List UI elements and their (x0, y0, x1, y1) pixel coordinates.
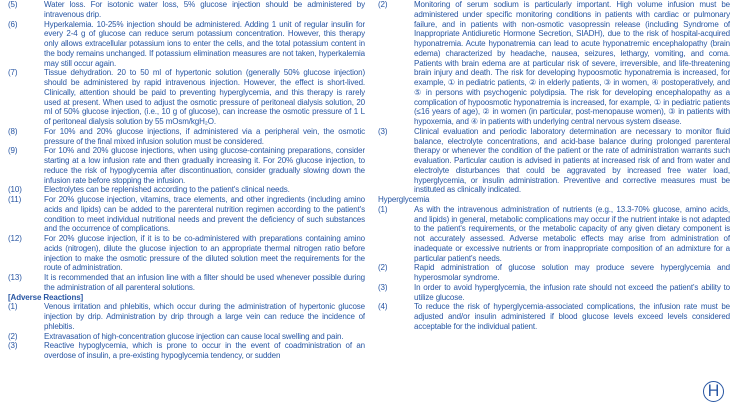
item-text: Water loss. For isotonic water loss, 5% glucose injection should be administered by intravenous drip. (44, 0, 365, 19)
left-column (8, 0, 365, 408)
item-text: To reduce the risk of hyperglycemia-associated complications, the infusion rate must be adjusted and/or insulin administered if blood glucose levels exceed levels considered acceptable for the individual patient. (414, 302, 730, 331)
item-number: (11) (8, 195, 22, 204)
item-text: Monitoring of serum sodium is particularly important. High volume infusion must be administered under specific monitoring conditions in patients with cardiac or pulmonary failure, and in patients with non-osmotic vasopressin release (including Syndrome of Inappropriate Antidiuretic Hormone Secretion, SIADH), due to the risk of hospital-acquired hyponatremia. Acute hyponatremia can lead to acute hyponatremic encephalopathy (brain edema) characterized by headache, nausea, seizures, lethargy, vomiting, and coma. Patients with brain edema are at particular risk of severe, irreversible, and life-threatening brain injury and death. The risk for developing hypoosmotic hyponatremia is increased, for example, ① in pediatric patients, ② in elderly patients, ③ in women, ④ postoperatively, and ⑤ in persons with psychogenic polydipsia. The risk for developing encephalopathy as a complication of hypoosmotic hyponatremia is increased, for example, ① in pediatric patients (≤16 years of age), ② in women (in particular, post-menopause women), ③ in patients with hypoxemia, and ④ in patients with underlying central nervous system disease. (414, 0, 730, 126)
item-number: (8) (8, 126, 18, 136)
list-item (8, 332, 365, 342)
list-item (8, 302, 365, 331)
item-text: Tissue dehydration. 20 to 50 ml of hypertonic solution (generally 50% glucose injection) should be administered by rapid intravenous injection. However, the effect is short-lived. Clinically, attention should be paid to preventing hyperglycemia, and this therapy is rarely used at present. When used to adjust the osmotic pressure of peritoneal dialysis solution, 20 ml of 50% glucose injection, (i.e., 10 g of glucose), can increase the osmotic pressure of 1 L of peritoneal dialysis solution by 55 mOsm/kgH₂O. (44, 68, 365, 126)
list-item (8, 273, 365, 293)
item-number: (2) (8, 331, 18, 341)
item-number: (6) (8, 19, 18, 29)
list-item (8, 0, 365, 20)
item-text: It is recommended that an infusion line with a filter should be used whenever possible during the administration of all parenteral solutions. (44, 273, 365, 292)
item-number: (3) (8, 341, 18, 351)
section-heading: Hyperglycemia (378, 195, 430, 204)
item-text: Reactive hypoglycemia, which is prone to occur in the event of coadministration of an overdose of insulin, a pre-existing hypoglycemia tendency, or sudden (44, 341, 365, 360)
list-item (8, 127, 365, 147)
item-text: Clinical evaluation and periodic laboratory determination are necessary to monitor fluid balance, electrolyte concentrations, and acid-base balance during prolonged parenteral therapy or whenever the condition of the patient or the rate of administration warrants such evaluation. Particular caution is advised in patients at increased risk of and from water and electrolyte disturbances that could be aggravated by increased free water load, hyperglycemia, or insulin administration. Preventive and corrective measures must be instituted as clinically indicated. (414, 126, 730, 195)
item-number: (2) (378, 263, 388, 273)
circled-h-mark (703, 381, 724, 402)
item-text: As with the intravenous administration of nutrients (e.g., 13.3-70% glucose, amino acids, and lipids) in general, metabolic complications may occur if the nutrient intake is not adapted to the patient's requirements, or the metabolic capacity of any given dietary component is not accurately assessed. Adverse metabolic effects may arise from administration of inadequate or excessive nutrients or from inappropriate composition of an admixture for a particular patient's needs. (414, 204, 730, 263)
list-item (8, 68, 365, 127)
list-item (8, 20, 365, 69)
list-item (378, 302, 730, 331)
list-item (378, 283, 730, 303)
list-item (378, 0, 730, 127)
item-text: For 10% and 20% glucose injections, if administered via a peripheral vein, the osmotic pressure of the final mixed infusion solution must be considered. (44, 126, 365, 146)
section-heading: [Adverse Reactions] (8, 292, 84, 302)
right-column (378, 0, 730, 408)
list-item (8, 341, 365, 361)
item-text: For 20% glucose injection, if it is to be co-administered with preparations containing amino acids (nitrogen), dilute the glucose injection to an appropriate thermal nitrogen ratio before injection to make the osmotic pressure of the diluted solution meet the requirements for the route of administration. (44, 234, 365, 273)
list-item (8, 195, 365, 234)
list-item (8, 185, 365, 195)
item-number: (3) (378, 126, 388, 136)
item-text: Hyperkalemia. 10-25% injection should be administered. Adding 1 unit of regular insulin for every 2-4 g of glucose can reduce serum potassium concentration. However, this therapy only allows extracellular potassium ions to enter the cells, and the total potassium content in the body remains unchanged. If potassium elimination measures are not taken, hyperkalemia may still occur again. (44, 19, 365, 68)
list-item (378, 263, 730, 283)
item-number: (7) (8, 68, 18, 78)
item-number: (2) (378, 0, 388, 9)
item-number: (10) (8, 185, 22, 195)
item-number: (1) (8, 302, 18, 312)
item-text: Extravasation of high-concentration glucose injection can cause local swelling and pain. (44, 331, 344, 341)
item-text: For 20% glucose injection, vitamins, trace elements, and other ingredients (including amino acids and lipids) can be added to the parenteral nutrition regimen according to the patient's condition to meet individual nutritional needs and prevent the deficiency of such substances and the occurrence of complications. (44, 195, 365, 234)
circled-h-letter: H (707, 382, 720, 400)
item-text: Rapid administration of glucose solution may produce severe hyperglycemia and hyperosmolar syndrome. (414, 263, 730, 282)
item-number: (5) (8, 0, 18, 9)
list-item (378, 205, 730, 264)
item-number: (4) (378, 302, 388, 312)
item-text: For 10% and 20% glucose injections, when using glucose-containing preparations, consider starting at a low infusion rate and then gradually increasing it. For 20% glucose injection, to reduce the risk of hypoglycemia after discontinuation, consider gradually slowing down the infusion rate before stopping the infusion. (44, 146, 365, 185)
item-number: (12) (8, 234, 22, 243)
item-text: Electrolytes can be replenished according to the patient's clinical needs. (44, 185, 290, 195)
list-item (378, 127, 730, 195)
item-number: (1) (378, 204, 388, 214)
item-text: In order to avoid hyperglycemia, the infusion rate should not exceed the patient's ability to utilize glucose. (414, 282, 730, 302)
item-number: (13) (8, 273, 22, 282)
item-text: Venous irritation and phlebitis, which occur during the administration of hypertonic glucose injection by drip. Administration by drip through a large vein can reduce the incidence of phlebitis. (44, 302, 365, 331)
item-number: (3) (378, 282, 388, 292)
list-item (8, 146, 365, 185)
list-item (8, 234, 365, 273)
item-number: (9) (8, 146, 18, 156)
